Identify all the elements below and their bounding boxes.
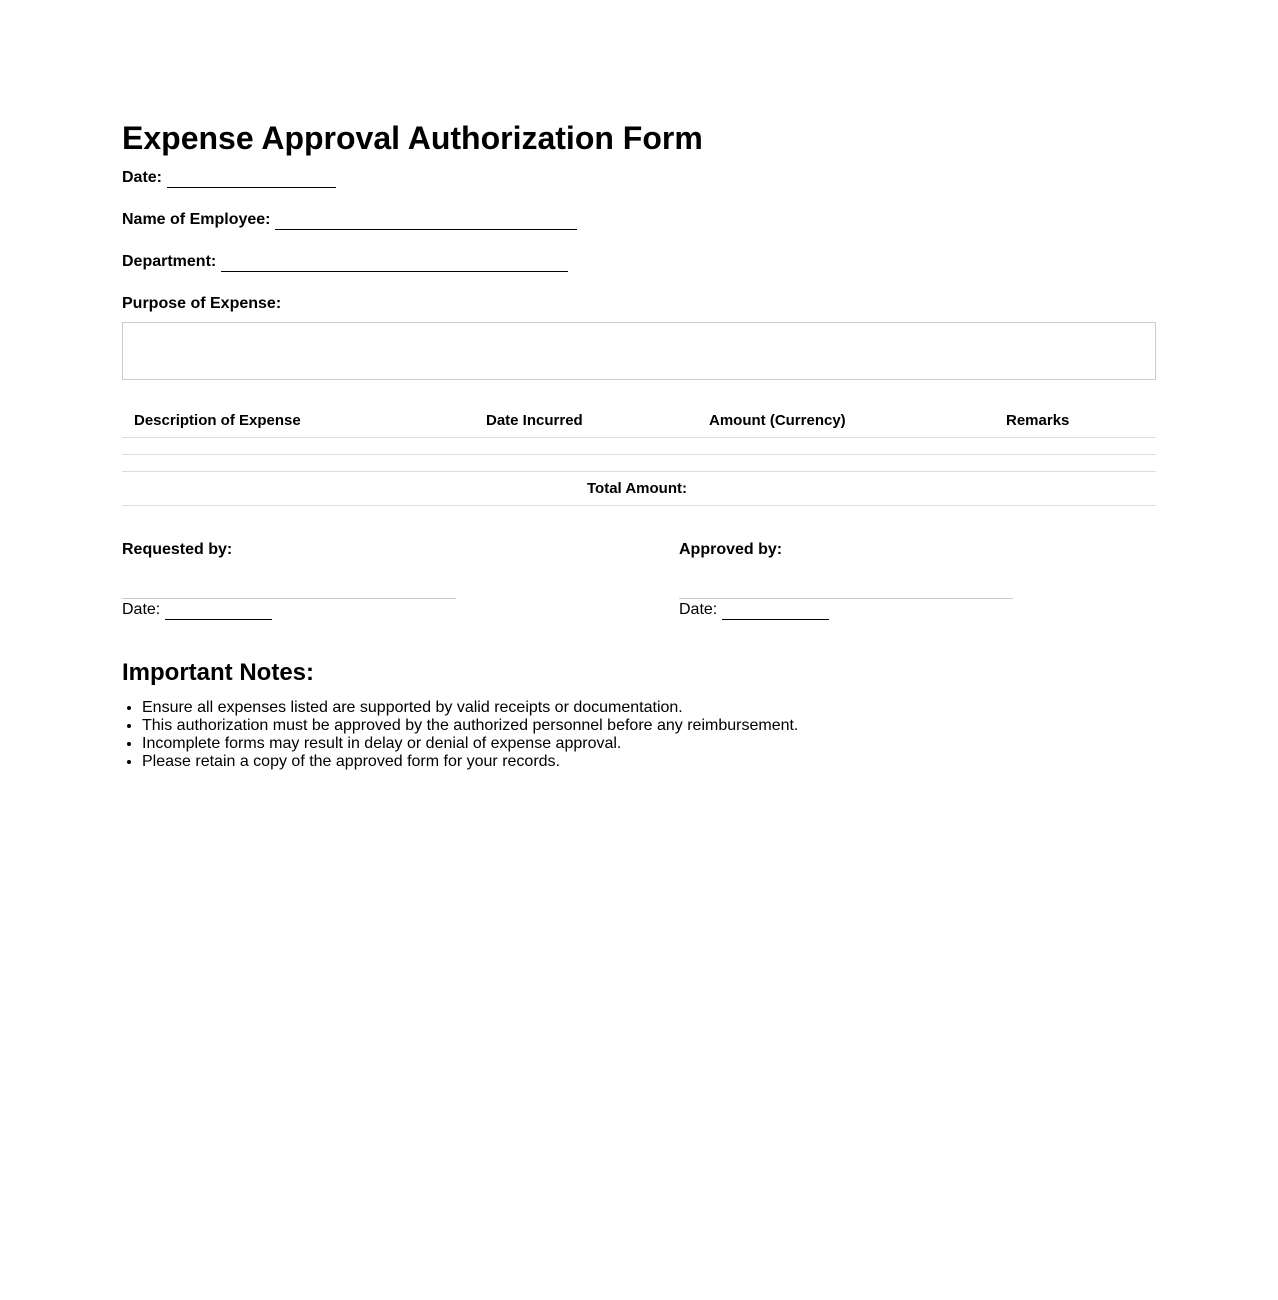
requested-by-label: Requested by:	[122, 541, 233, 558]
requested-by-block	[122, 540, 457, 620]
total-amount-label: Total Amount:	[587, 480, 687, 497]
employee-label: Name of Employee:	[122, 211, 271, 228]
purpose-label: Purpose of Expense:	[122, 295, 282, 312]
employee-field-row	[122, 210, 577, 230]
header-amount: Amount (Currency)	[709, 412, 846, 429]
table-row[interactable]	[122, 455, 1156, 472]
purpose-field-row	[122, 294, 281, 314]
employee-blank[interactable]	[275, 213, 577, 230]
list-item: • This authorization must be approved by the authorized personnel before any reimbursement.	[142, 717, 798, 735]
table-header-row	[122, 404, 1156, 438]
department-field-row	[122, 252, 568, 272]
approved-by-block	[679, 540, 1014, 620]
list-item: • Incomplete forms may result in delay or denial of expense approval.	[142, 735, 798, 753]
total-row	[122, 472, 1156, 506]
approved-date-blank[interactable]	[722, 603, 829, 620]
approved-signature-line[interactable]	[679, 598, 1013, 599]
approved-date-label: Date:	[679, 601, 718, 618]
requested-signature-line[interactable]	[122, 598, 456, 599]
header-remarks: Remarks	[1006, 412, 1070, 429]
expense-table	[122, 404, 1156, 506]
table-row[interactable]	[122, 438, 1156, 455]
notes-title: Important Notes:	[122, 659, 314, 686]
purpose-textbox[interactable]	[122, 322, 1156, 380]
date-blank[interactable]	[167, 171, 336, 188]
department-blank[interactable]	[221, 255, 568, 272]
requested-date-blank[interactable]	[165, 603, 272, 620]
requested-date-label: Date:	[122, 601, 161, 618]
requested-date-row	[122, 600, 457, 620]
form-title: Expense Approval Authorization Form	[122, 120, 703, 156]
list-item: • Ensure all expenses listed are supported by valid receipts or documentation.	[142, 699, 798, 717]
header-date-incurred: Date Incurred	[486, 412, 583, 429]
approved-date-row	[679, 600, 1014, 620]
department-label: Department:	[122, 253, 217, 270]
header-description: Description of Expense	[134, 412, 301, 429]
list-item: • Please retain a copy of the approved form for your records.	[142, 753, 798, 771]
notes-list	[122, 699, 798, 771]
date-label: Date:	[122, 169, 163, 186]
date-field-row	[122, 168, 336, 188]
approved-by-label: Approved by:	[679, 541, 783, 558]
